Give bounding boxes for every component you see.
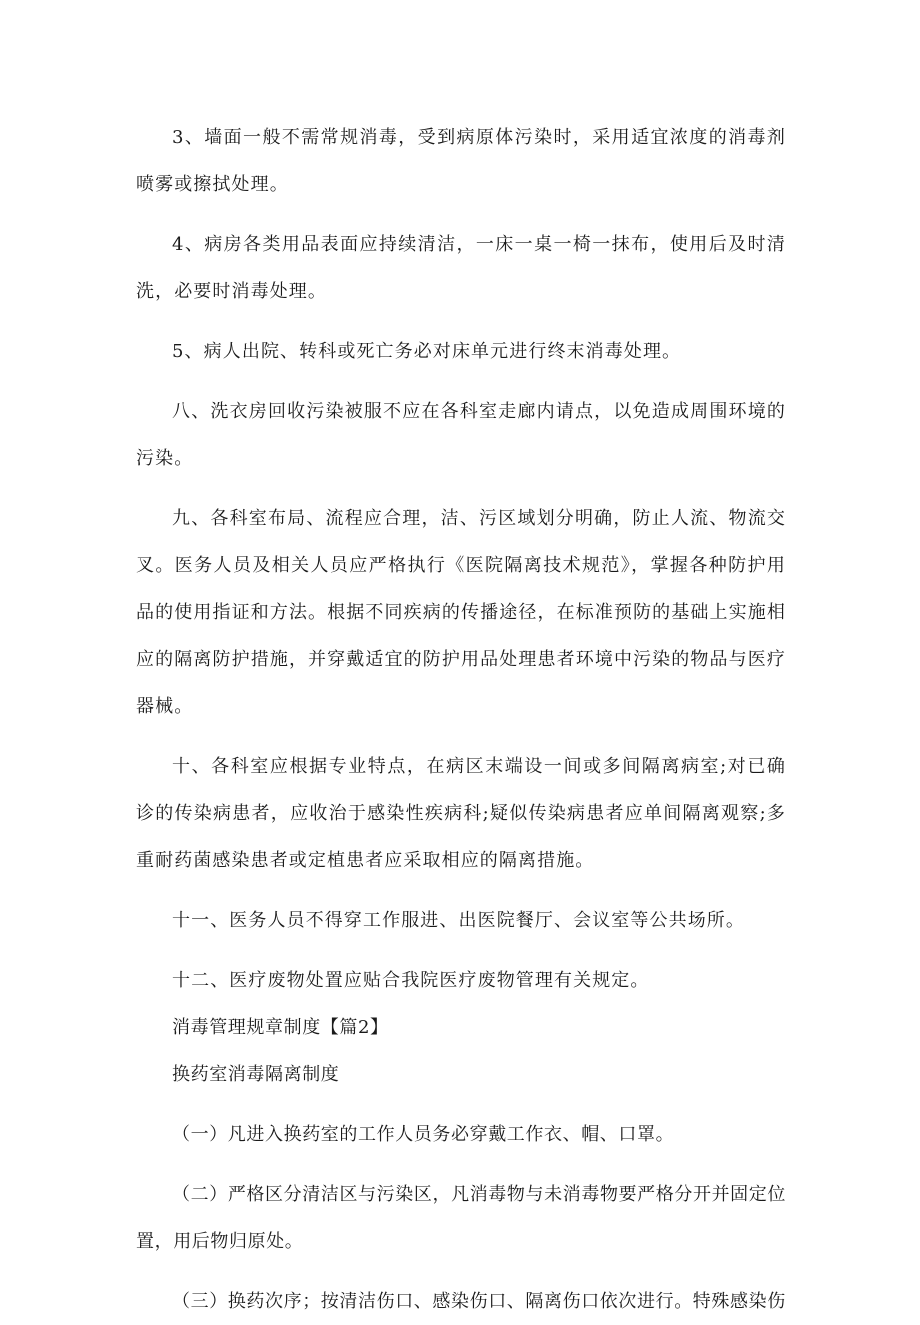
paragraph-medical-waste: 十二、医疗废物处置应贴合我院医疗废物管理有关规定。	[172, 970, 650, 991]
paragraph-rule-2: （二）严格区分清洁区与污染区，凡消毒物与未消毒物要严格分开并固定位置，用后物归原处。	[136, 1184, 786, 1252]
paragraph-wall-disinfection: 3、墙面一般不需常规消毒，受到病原体污染时，采用适宜浓度的消毒剂喷雾或擦拭处理。	[136, 127, 786, 195]
paragraph-laundry: 八、洗衣房回收污染被服不应在各科室走廊内请点，以免造成周围环境的污染。	[136, 401, 786, 469]
paragraph-rule-1: （一）凡进入换药室的工作人员务必穿戴工作衣、帽、口罩。	[172, 1124, 675, 1145]
document-page	[136, 114, 786, 1325]
section-title-chapter-2: 消毒管理规章制度【篇2】	[172, 1017, 389, 1038]
paragraph-isolation-ward: 十、各科室应根据专业特点，在病区末端设一间或多间隔离病室;对已确诊的传染病患者，应收治于感染性疾病科;疑似传染病患者应单间隔离观察;多重耐药菌感染患者或定植患者应采取相应的隔离措施。	[136, 756, 786, 871]
paragraph-ward-supplies: 4、病房各类用品表面应持续清洁，一床一桌一椅一抹布，使用后及时清洗，必要时消毒处理。	[136, 234, 786, 302]
paragraph-terminal-disinfection: 5、病人出院、转科或死亡务必对床单元进行终末消毒处理。	[172, 341, 682, 362]
paragraph-layout-process: 九、各科室布局、流程应合理，洁、污区域划分明确，防止人流、物流交叉。医务人员及相关人员应严格执行《医院隔离技术规范》，掌握各种防护用品的使用指证和方法。根据不同疾病的传播途径，在标准预防的基础上实施相应的隔离防护措施，并穿戴适宜的防护用品处理患者环境中污染的物品与医疗器械。	[136, 508, 786, 717]
section-title-dressing-room: 换药室消毒隔离制度	[172, 1064, 340, 1085]
paragraph-rule-3: （三）换药次序；按清洁伤口、感染伤口、隔离伤口依次进行。特殊感染伤	[172, 1291, 786, 1312]
paragraph-work-clothes: 十一、医务人员不得穿工作服进、出医院餐厅、会议室等公共场所。	[172, 910, 745, 931]
